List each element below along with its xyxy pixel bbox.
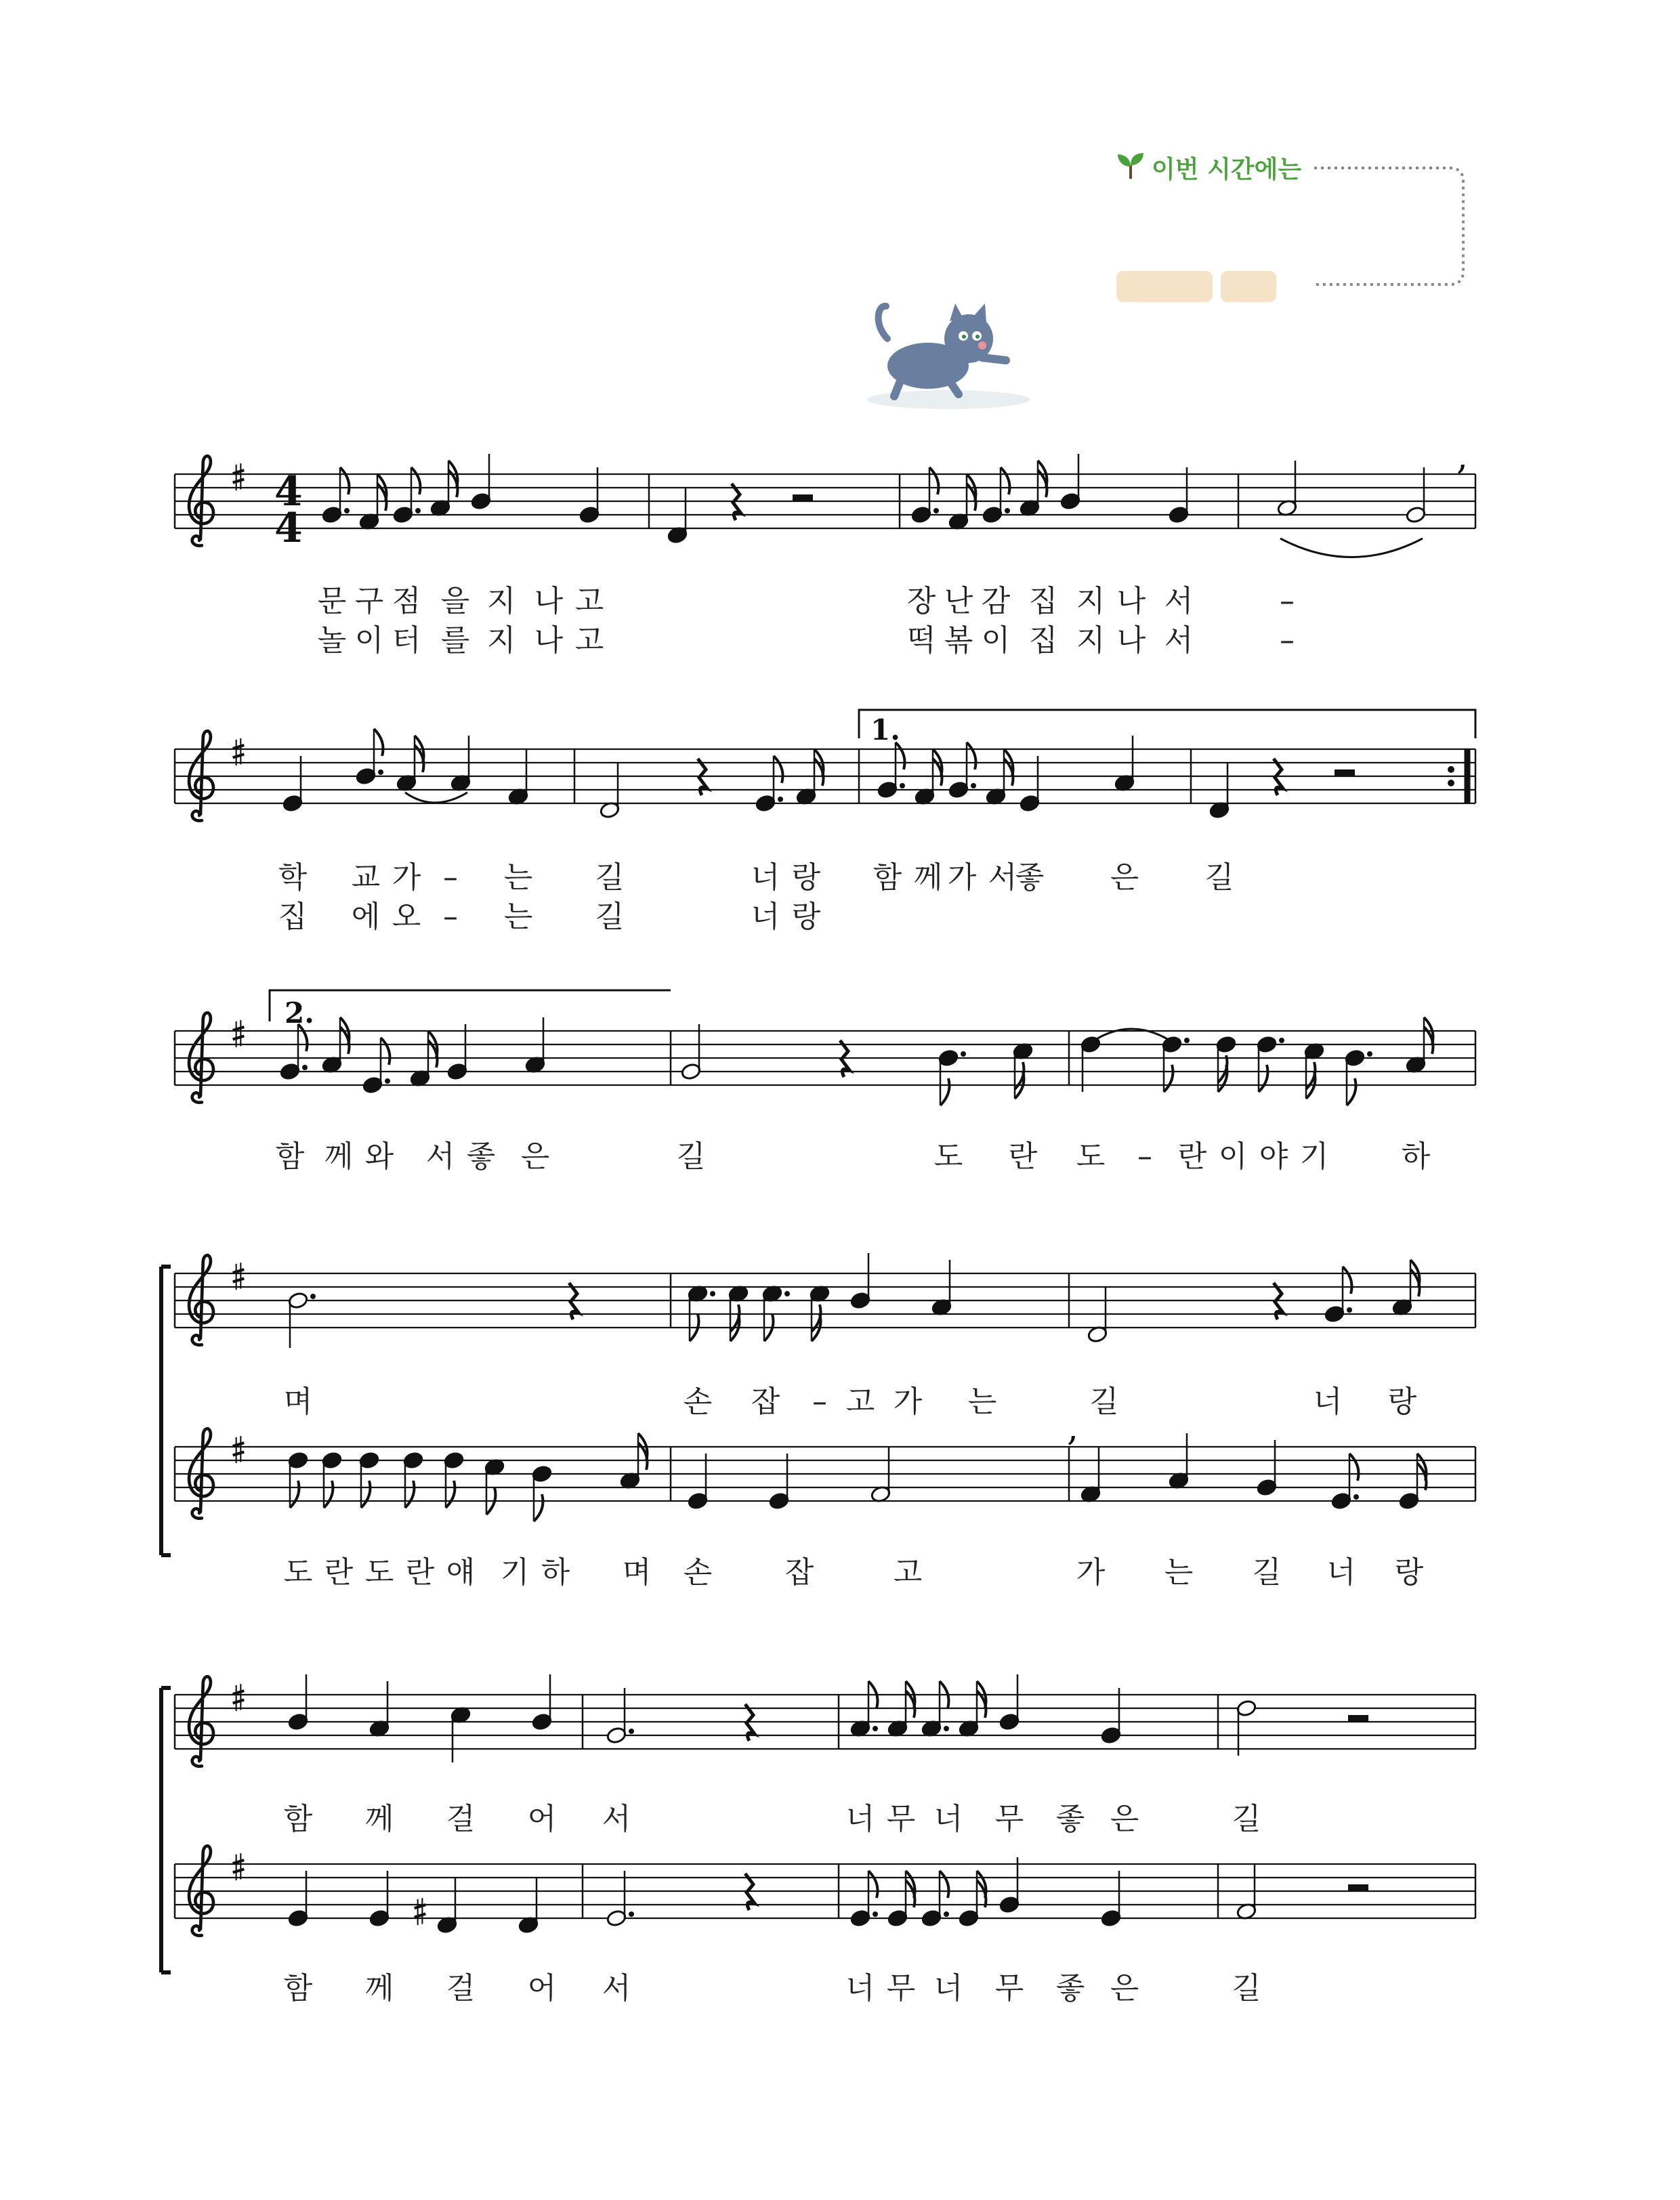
lyric-syllable: 은: [520, 1139, 550, 1174]
lyric-syllable: 볶: [944, 623, 973, 658]
lyric-syllable: 너: [751, 860, 780, 895]
lyrics-layer: [276, 584, 1431, 2006]
breath-mark: ,: [1456, 435, 1469, 478]
key-sharp-icon: [233, 1684, 245, 1711]
section-title: 이번 시간에는: [1152, 156, 1302, 184]
lyric-syllable: 어: [527, 1971, 557, 2006]
lyric-syllable: 이: [354, 623, 384, 658]
accidental-sharp-icon: [415, 1898, 426, 1925]
lyric-syllable: 란: [324, 1555, 354, 1590]
lyric-syllable: 며: [283, 1384, 313, 1419]
half-rest: [1348, 1884, 1368, 1891]
lyric-syllable: 걸: [446, 1802, 476, 1836]
lyric-syllable: 얘: [446, 1555, 476, 1590]
lyric-syllable: 길: [1089, 1384, 1119, 1419]
lyric-syllable: 길: [1204, 860, 1234, 895]
lyric-syllable: 께: [324, 1139, 354, 1174]
lyric-syllable: 오: [392, 900, 421, 934]
lyric-syllable: 무: [994, 1971, 1024, 2006]
lyric-syllable: 좋: [1055, 1802, 1085, 1836]
lyric-syllable: 서: [1164, 584, 1194, 618]
lyric-syllable: 무: [886, 1971, 916, 2006]
lyric-syllable: –: [1280, 584, 1295, 618]
key-sharp-icon: [233, 1853, 245, 1880]
staff-system-5: [161, 1674, 1475, 1972]
lyric-syllable: 길: [1232, 1802, 1261, 1836]
lyric-syllable: 난: [944, 584, 973, 618]
lyric-syllable: 너: [845, 1971, 875, 2006]
lyric-syllable: 은: [1110, 860, 1139, 895]
lyric-syllable: 너: [1313, 1384, 1343, 1419]
lyric-syllable: 나: [1116, 623, 1146, 658]
lyric-syllable: –: [443, 860, 458, 895]
lyric-syllable: –: [443, 900, 458, 934]
lyric-syllable: 을: [440, 584, 470, 618]
lyric-syllable: 너: [1326, 1555, 1356, 1590]
lyric-syllable: 손: [683, 1384, 713, 1419]
lyric-syllable: 집: [1028, 623, 1058, 658]
lyric-syllable: 서: [988, 860, 1017, 895]
lyric-syllable: 집: [1028, 584, 1058, 618]
lyric-syllable: 하: [541, 1555, 570, 1590]
lyric-syllable: 는: [503, 900, 533, 934]
staff-system-3: [175, 1013, 1475, 1105]
lyric-syllable: 는: [503, 860, 533, 895]
half-rest: [793, 494, 813, 501]
lyric-syllable: 와: [364, 1139, 394, 1174]
lyric-syllable: 무: [886, 1802, 916, 1836]
lyric-syllable: 를: [440, 623, 470, 658]
lyric-syllable: 는: [967, 1384, 997, 1419]
lyric-syllable: 서: [602, 1802, 631, 1836]
staff-system-1: [175, 435, 1475, 557]
lyric-syllable: 집: [278, 900, 308, 934]
lyric-syllable: 점: [392, 584, 421, 618]
lyric-syllable: 이: [1218, 1139, 1248, 1174]
lyric-syllable: 도: [933, 1139, 963, 1174]
lyric-syllable: –: [1280, 623, 1295, 658]
lyric-syllable: 함: [873, 860, 902, 895]
lyric-syllable: 장: [906, 584, 936, 618]
lyric-syllable: 손: [683, 1555, 713, 1590]
lyric-syllable: 란: [405, 1555, 435, 1590]
staff-system-2: [175, 729, 1475, 821]
lyric-syllable: 잡: [784, 1555, 814, 1590]
volta-2-label: 2.: [285, 996, 314, 1030]
lyric-syllable: 랑: [791, 860, 821, 895]
lyric-syllable: 함: [275, 1139, 305, 1174]
lyric-syllable: 너: [751, 900, 780, 934]
time-signature-bottom: 4: [274, 505, 303, 552]
half-rest: [1335, 769, 1355, 776]
lyric-syllable: 고: [574, 584, 604, 618]
lyric-syllable: 하: [1401, 1139, 1431, 1174]
lyric-syllable: 랑: [1387, 1384, 1417, 1419]
lyric-syllable: 가: [947, 860, 977, 895]
lyric-syllable: 가: [893, 1384, 923, 1419]
lyric-syllable: 길: [1252, 1555, 1282, 1590]
system-bracket: [161, 1267, 171, 1555]
lyric-syllable: 놀: [317, 623, 347, 658]
lyric-syllable: 도: [1076, 1139, 1106, 1174]
lyric-syllable: 지: [486, 623, 516, 658]
lyric-syllable: 란: [1177, 1139, 1207, 1174]
lyric-syllable: 나: [1116, 584, 1146, 618]
lyric-syllable: 기: [1299, 1139, 1329, 1174]
lyric-syllable: 떡: [906, 623, 936, 658]
lyric-syllable: 무: [994, 1802, 1024, 1836]
lyric-syllable: 지: [1076, 623, 1106, 658]
lyric-syllable: 좋: [1015, 860, 1045, 895]
lyric-syllable: 걸: [446, 1971, 476, 2006]
lyric-syllable: 은: [1110, 1802, 1139, 1836]
lyric-syllable: 너: [845, 1802, 875, 1836]
lyric-syllable: 함: [283, 1971, 313, 2006]
lyric-syllable: 며: [622, 1555, 652, 1590]
tie: [1280, 538, 1423, 557]
lyric-syllable: 랑: [1394, 1555, 1424, 1590]
lyric-syllable: 도: [364, 1555, 394, 1590]
lyric-syllable: 서: [425, 1139, 455, 1174]
lyric-syllable: 나: [534, 623, 564, 658]
lyric-syllable: 서: [602, 1971, 631, 2006]
lyric-syllable: 이: [981, 623, 1011, 658]
lyric-syllable: 는: [1164, 1555, 1194, 1590]
breath-mark: ,: [1067, 1406, 1079, 1449]
lyric-syllable: 고: [845, 1384, 875, 1419]
lyric-syllable: 구: [354, 584, 384, 618]
lyric-syllable: 도: [283, 1555, 313, 1590]
time-signature-top: 4: [274, 468, 303, 515]
lyric-syllable: 너: [933, 1971, 963, 2006]
key-sharp-icon: [233, 1263, 245, 1290]
key-sharp-icon: [233, 1020, 245, 1047]
lyric-syllable: 어: [527, 1802, 557, 1836]
lyric-syllable: 길: [595, 860, 625, 895]
lyric-syllable: 기: [500, 1555, 530, 1590]
lyric-syllable: 교: [351, 860, 381, 895]
lyric-syllable: 께: [913, 860, 943, 895]
lyric-syllable: 가: [1076, 1555, 1106, 1590]
lyric-syllable: 은: [1110, 1971, 1139, 2006]
lyric-syllable: 잡: [751, 1384, 780, 1419]
lyric-syllable: 길: [595, 900, 625, 934]
lyric-syllable: 너: [933, 1802, 963, 1836]
lyric-syllable: 에: [351, 900, 381, 934]
lyric-syllable: 야: [1259, 1139, 1288, 1174]
system-bracket: [161, 1688, 171, 1972]
lyric-syllable: –: [1137, 1139, 1152, 1174]
lyric-syllable: 함: [283, 1802, 313, 1836]
lyric-syllable: 감: [981, 584, 1011, 618]
key-sharp-icon: [233, 1436, 245, 1463]
lyric-syllable: 가: [392, 860, 421, 895]
lyric-syllable: 좋: [1055, 1971, 1085, 2006]
lyric-syllable: 서: [1164, 623, 1194, 658]
volta-2-bracket: [270, 990, 671, 1021]
key-sharp-icon: [233, 738, 245, 765]
lyric-syllable: 터: [392, 623, 421, 658]
lyric-syllable: 란: [1008, 1139, 1038, 1174]
lyric-syllable: 고: [574, 623, 604, 658]
lyric-syllable: 지: [486, 584, 516, 618]
volta-1-bracket: [859, 710, 1475, 738]
lyric-syllable: 학: [278, 860, 308, 895]
lyric-syllable: 좋: [466, 1139, 496, 1174]
lyric-syllable: 께: [364, 1971, 394, 2006]
lyric-syllable: 문: [317, 584, 347, 618]
lyric-syllable: 길: [676, 1139, 706, 1174]
lyric-syllable: 께: [364, 1802, 394, 1836]
lyric-syllable: –: [812, 1384, 827, 1419]
lyric-syllable: 지: [1076, 584, 1106, 618]
lyric-syllable: 길: [1232, 1971, 1261, 2006]
half-rest: [1348, 1715, 1368, 1722]
volta-1-label: 1.: [870, 713, 900, 746]
lyric-syllable: 랑: [791, 900, 821, 934]
key-sharp-icon: [233, 463, 245, 490]
lyric-syllable: 나: [534, 584, 564, 618]
lyric-syllable: 고: [893, 1555, 923, 1590]
